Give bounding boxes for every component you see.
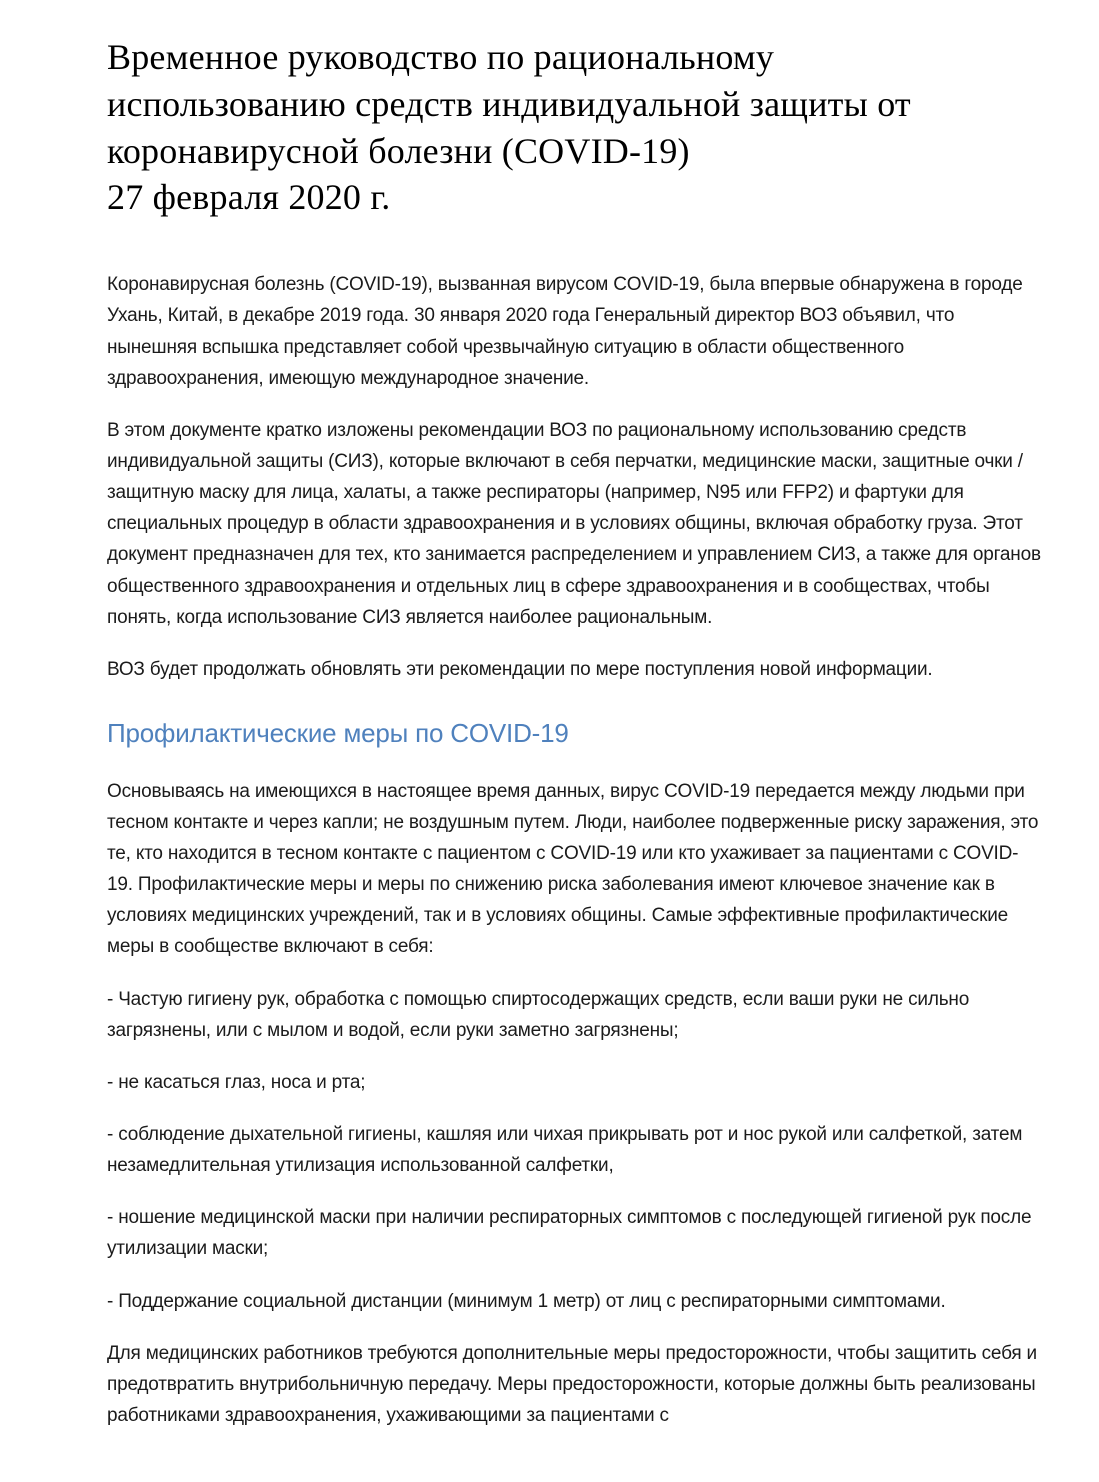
- section-lead-paragraph: Основываясь на имеющихся в настоящее время данных, вирус COVID-19 передается между людьми при тесном контакте и через капли; не воздушным путем. Люди, наиболее подверженные риску заражения, это те, кто находится в тесном контакте с пациентом с COVID-19 или кто ухаживает за пациентами с COVID-19. Профилактические меры и меры по снижению риска заболевания имеют ключевое значение как в условиях медицинских учреждений, так и в условиях общины. Самые эффективные профилактические меры в сообществе включают в себя:: [107, 780, 1039, 958]
- document-date: 27 февраля 2020 г.: [107, 177, 391, 218]
- measure-item-avoid-touching-face: - не касаться глаз, носа и рта;: [107, 1071, 366, 1093]
- closing-paragraph: Для медицинских работников требуются дополнительные меры предосторожности, чтобы защитить себя и предотвратить внутрибольничную передачу. Меры предосторожности, которые должны быть реализованы работниками здравоохранения, ухаживающими за пациентами с: [107, 1342, 1037, 1427]
- measure-item-respiratory-hygiene: - соблюдение дыхательной гигиены, кашляя или чихая прикрывать рот и нос рукой или салфеткой, затем незамедлительная утилизация использованной салфетки,: [107, 1123, 1023, 1177]
- title-line-2: использованию средств индивидуальной защиты от: [107, 83, 911, 124]
- title-line-1: Временное руководство по рациональному: [107, 37, 775, 77]
- title-line-3: коронавирусной болезни (COVID-19): [107, 130, 690, 171]
- intro-paragraph-2: В этом документе кратко изложены рекомендации ВОЗ по рациональному использованию средств индивидуальной защиты (СИЗ), которые включают в себя перчатки, медицинские маски, защитные очки / защитную маску для лица, халаты, а также респираторы (например, N95 или FFP2) и фартуки для специальных процедур в области здравоохранения и в условиях общины, включая обработку груза. Этот документ предназначен для тех, кто занимается распределением и управлением СИЗ, а также для органов общественного здравоохранения и отдельных лиц в сфере здравоохранения и в сообществах, чтобы понять, когда использование СИЗ является наиболее рациональным.: [107, 419, 1041, 628]
- intro-paragraph-3: ВОЗ будет продолжать обновлять эти рекомендации по мере поступления новой информации.: [107, 658, 933, 680]
- document-title: [107, 34, 1041, 221]
- section-heading-prevention-measures: Профилактические меры по COVID-19: [107, 718, 569, 749]
- intro-paragraph-1: Коронавирусная болезнь (COVID-19), вызванная вирусом COVID-19, была впервые обнаружена в городе Ухань, Китай, в декабре 2019 года. 30 января 2020 года Генеральный директор ВОЗ объявил, что нынешняя вспышка представляет собой чрезвычайную ситуацию в области общественного здравоохранения, имеющую международное значение.: [107, 274, 1023, 389]
- measure-item-medical-mask: - ношение медицинской маски при наличии респираторных симптомов с последующей гигиеной рук после утилизации маски;: [107, 1207, 1032, 1260]
- measure-item-hand-hygiene: - Частую гигиену рук, обработка с помощью спиртосодержащих средств, если ваши руки не сильно загрязнены, или с мылом и водой, если руки заметно загрязнены;: [107, 988, 970, 1041]
- measure-item-social-distance: - Поддержание социальной дистанции (минимум 1 метр) от лиц с респираторными симптомами.: [107, 1290, 946, 1312]
